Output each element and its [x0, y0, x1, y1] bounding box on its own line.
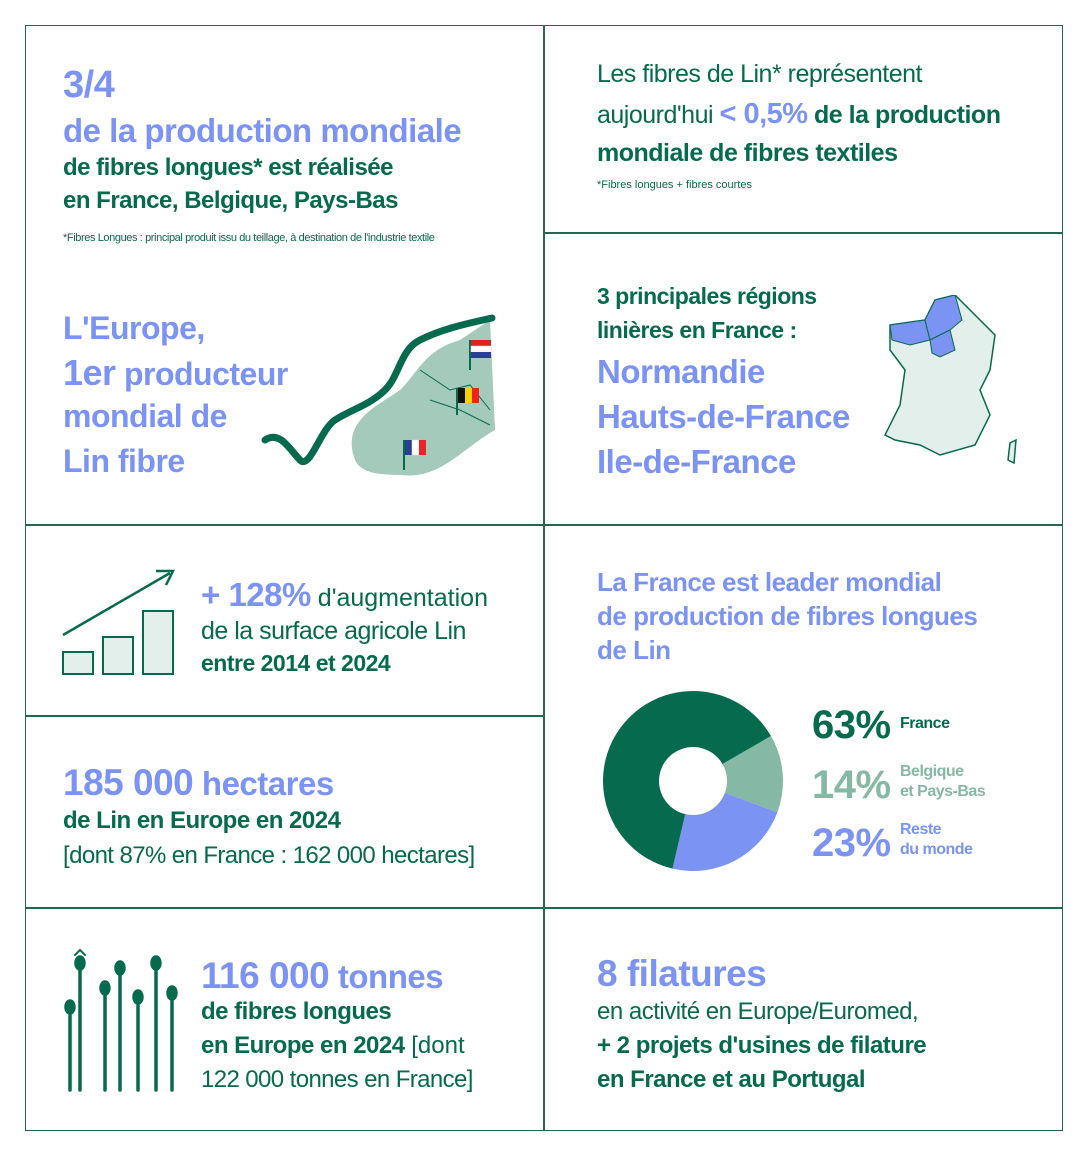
highlight: < 0,5% — [719, 98, 808, 130]
footnote: *Fibres longues + fibres courtes — [597, 179, 752, 191]
stat-text: de Lin en Europe en 2024 — [63, 807, 341, 834]
legend-entry — [900, 762, 985, 802]
chart-title: La France est leader mondial — [597, 567, 942, 597]
legend-entry — [900, 714, 949, 734]
stat-text: + 2 projets d'usines de filature — [597, 1032, 927, 1059]
stat-fraction: 3/4 — [63, 64, 115, 106]
divider — [25, 524, 1063, 526]
unit: hectares — [193, 765, 334, 802]
chart-title: de production de fibres longues — [597, 601, 978, 631]
divider — [25, 907, 1063, 909]
stat-text: de la surface agricole Lin — [201, 617, 466, 645]
legend-percent: 14% — [812, 763, 891, 807]
text: d'augmentation — [310, 584, 488, 612]
stat-heading: Lin fibre — [63, 443, 185, 479]
stat-text: 3 principales régions — [597, 283, 817, 309]
stat-text: Les fibres de Lin* représentent — [597, 60, 922, 88]
stat-text: en France et au Portugal — [597, 1066, 866, 1093]
region-name: Hauts-de-France — [597, 398, 850, 435]
growth-chart-icon — [58, 565, 183, 680]
stat-text: mondiale de fibres textiles — [597, 139, 898, 167]
stat-text: de fibres longues* est réalisée — [63, 154, 393, 181]
footnote: *Fibres Longues : principal produit issu du teillage, à destination de l'industrie textile — [63, 232, 435, 244]
france-map-illustration — [880, 295, 1025, 475]
region-name: Ile-de-France — [597, 443, 796, 480]
stat-text: [dont 87% en France : 162 000 hectares] — [63, 842, 475, 869]
stat-value: + 128% — [201, 576, 311, 613]
donut-chart — [602, 690, 784, 872]
divider — [25, 715, 543, 717]
divider — [543, 25, 545, 1131]
unit: tonnes — [329, 958, 444, 995]
rank: 1er — [63, 352, 116, 393]
stat-heading: mondial de — [63, 398, 227, 434]
legend-label: Reste — [900, 821, 942, 838]
legend-label: France — [900, 715, 950, 732]
stat-heading: 8 filatures — [597, 953, 767, 994]
flax-plants-icon — [60, 945, 185, 1095]
legend-label: du monde — [900, 841, 973, 858]
text: [dont — [404, 1032, 465, 1059]
chart-title: de Lin — [597, 635, 671, 665]
stat-text: en activité en Europe/Euromed, — [597, 998, 919, 1025]
region-name: Normandie — [597, 353, 765, 390]
stat-heading: de la production mondiale — [63, 112, 462, 149]
text: de la production — [807, 101, 1001, 129]
stat-text — [201, 1032, 465, 1060]
stat-heading — [63, 352, 288, 393]
legend-label: et Pays-Bas — [900, 783, 986, 800]
legend-percent: 23% — [812, 821, 891, 865]
stat-text: de fibres longues — [201, 998, 392, 1025]
stat-text — [597, 98, 1000, 131]
stat-value: 116 000 — [201, 955, 330, 996]
legend-percent: 63% — [812, 703, 891, 747]
text: en Europe en 2024 — [201, 1032, 405, 1059]
stat-text: linières en France : — [597, 317, 797, 343]
stat-text: entre 2014 et 2024 — [201, 650, 391, 676]
stat-heading — [63, 762, 334, 805]
stat-value: 185 000 — [63, 762, 194, 803]
stat-text — [201, 576, 488, 614]
legend-label: Belgique — [900, 763, 964, 780]
stat-heading — [201, 955, 443, 998]
divider — [543, 232, 1063, 234]
legend-entry — [900, 820, 972, 860]
text: aujourd'hui — [597, 101, 720, 129]
text: producteur — [115, 356, 288, 392]
stat-text: 122 000 tonnes en France] — [201, 1066, 473, 1093]
stat-heading: L'Europe, — [63, 310, 205, 346]
stat-text: en France, Belgique, Pays-Bas — [63, 187, 398, 214]
europe-map-illustration — [260, 310, 500, 490]
